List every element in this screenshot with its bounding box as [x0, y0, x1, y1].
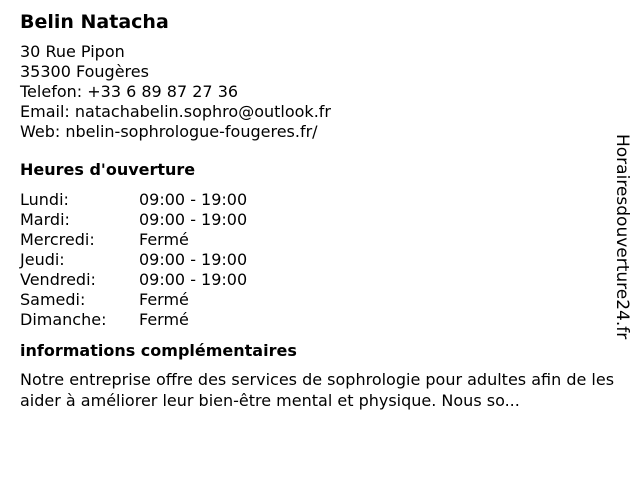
hours-heading: Heures d'ouverture — [20, 160, 196, 179]
hours-row-lundi — [20, 190, 620, 210]
day-hours: Fermé — [139, 290, 189, 309]
hours-row-mercredi — [20, 230, 620, 250]
hours-row-dimanche — [20, 310, 620, 330]
day-label: Jeudi: — [20, 250, 65, 269]
hours-row-jeudi — [20, 250, 620, 270]
address-line-2: 35300 Fougères — [20, 62, 149, 81]
hours-row-vendredi — [20, 270, 620, 290]
hours-row-samedi — [20, 290, 620, 310]
day-label: Mardi: — [20, 210, 70, 229]
web-line — [20, 122, 620, 142]
email-label: Email: — [20, 102, 70, 121]
day-label: Samedi: — [20, 290, 86, 309]
hours-row-mardi — [20, 210, 620, 230]
day-label: Mercredi: — [20, 230, 95, 249]
watermark-text: Horairesdouverture24.fr — [612, 134, 632, 340]
email-address[interactable]: natachabelin.sophro@outlook.fr — [74, 102, 331, 121]
day-label: Lundi: — [20, 190, 69, 209]
phone-label: Telefon: — [20, 82, 83, 101]
day-hours: Fermé — [139, 310, 189, 329]
business-card — [20, 10, 620, 411]
day-hours: 09:00 - 19:00 — [139, 250, 248, 269]
day-hours: 09:00 - 19:00 — [139, 270, 248, 289]
phone-number[interactable]: +33 6 89 87 27 36 — [87, 82, 239, 101]
website-link[interactable]: nbelin-sophrologue-fougeres.fr/ — [65, 122, 318, 141]
info-description: Notre entreprise offre des services de sophrologie pour adultes afin de les aider à améliorer leur bien-être mental et physique. Nous so... — [20, 370, 615, 410]
day-label: Vendredi: — [20, 270, 96, 289]
day-label: Dimanche: — [20, 310, 107, 329]
day-hours: Fermé — [139, 230, 189, 249]
email-line — [20, 102, 620, 122]
day-hours: 09:00 - 19:00 — [139, 190, 248, 209]
web-label: Web: — [20, 122, 61, 141]
info-heading: informations complémentaires — [20, 341, 297, 360]
phone-line — [20, 82, 620, 102]
business-name: Belin Natacha — [20, 11, 169, 33]
hours-table — [20, 190, 620, 330]
address-line-1: 30 Rue Pipon — [20, 42, 125, 61]
day-hours: 09:00 - 19:00 — [139, 210, 248, 229]
